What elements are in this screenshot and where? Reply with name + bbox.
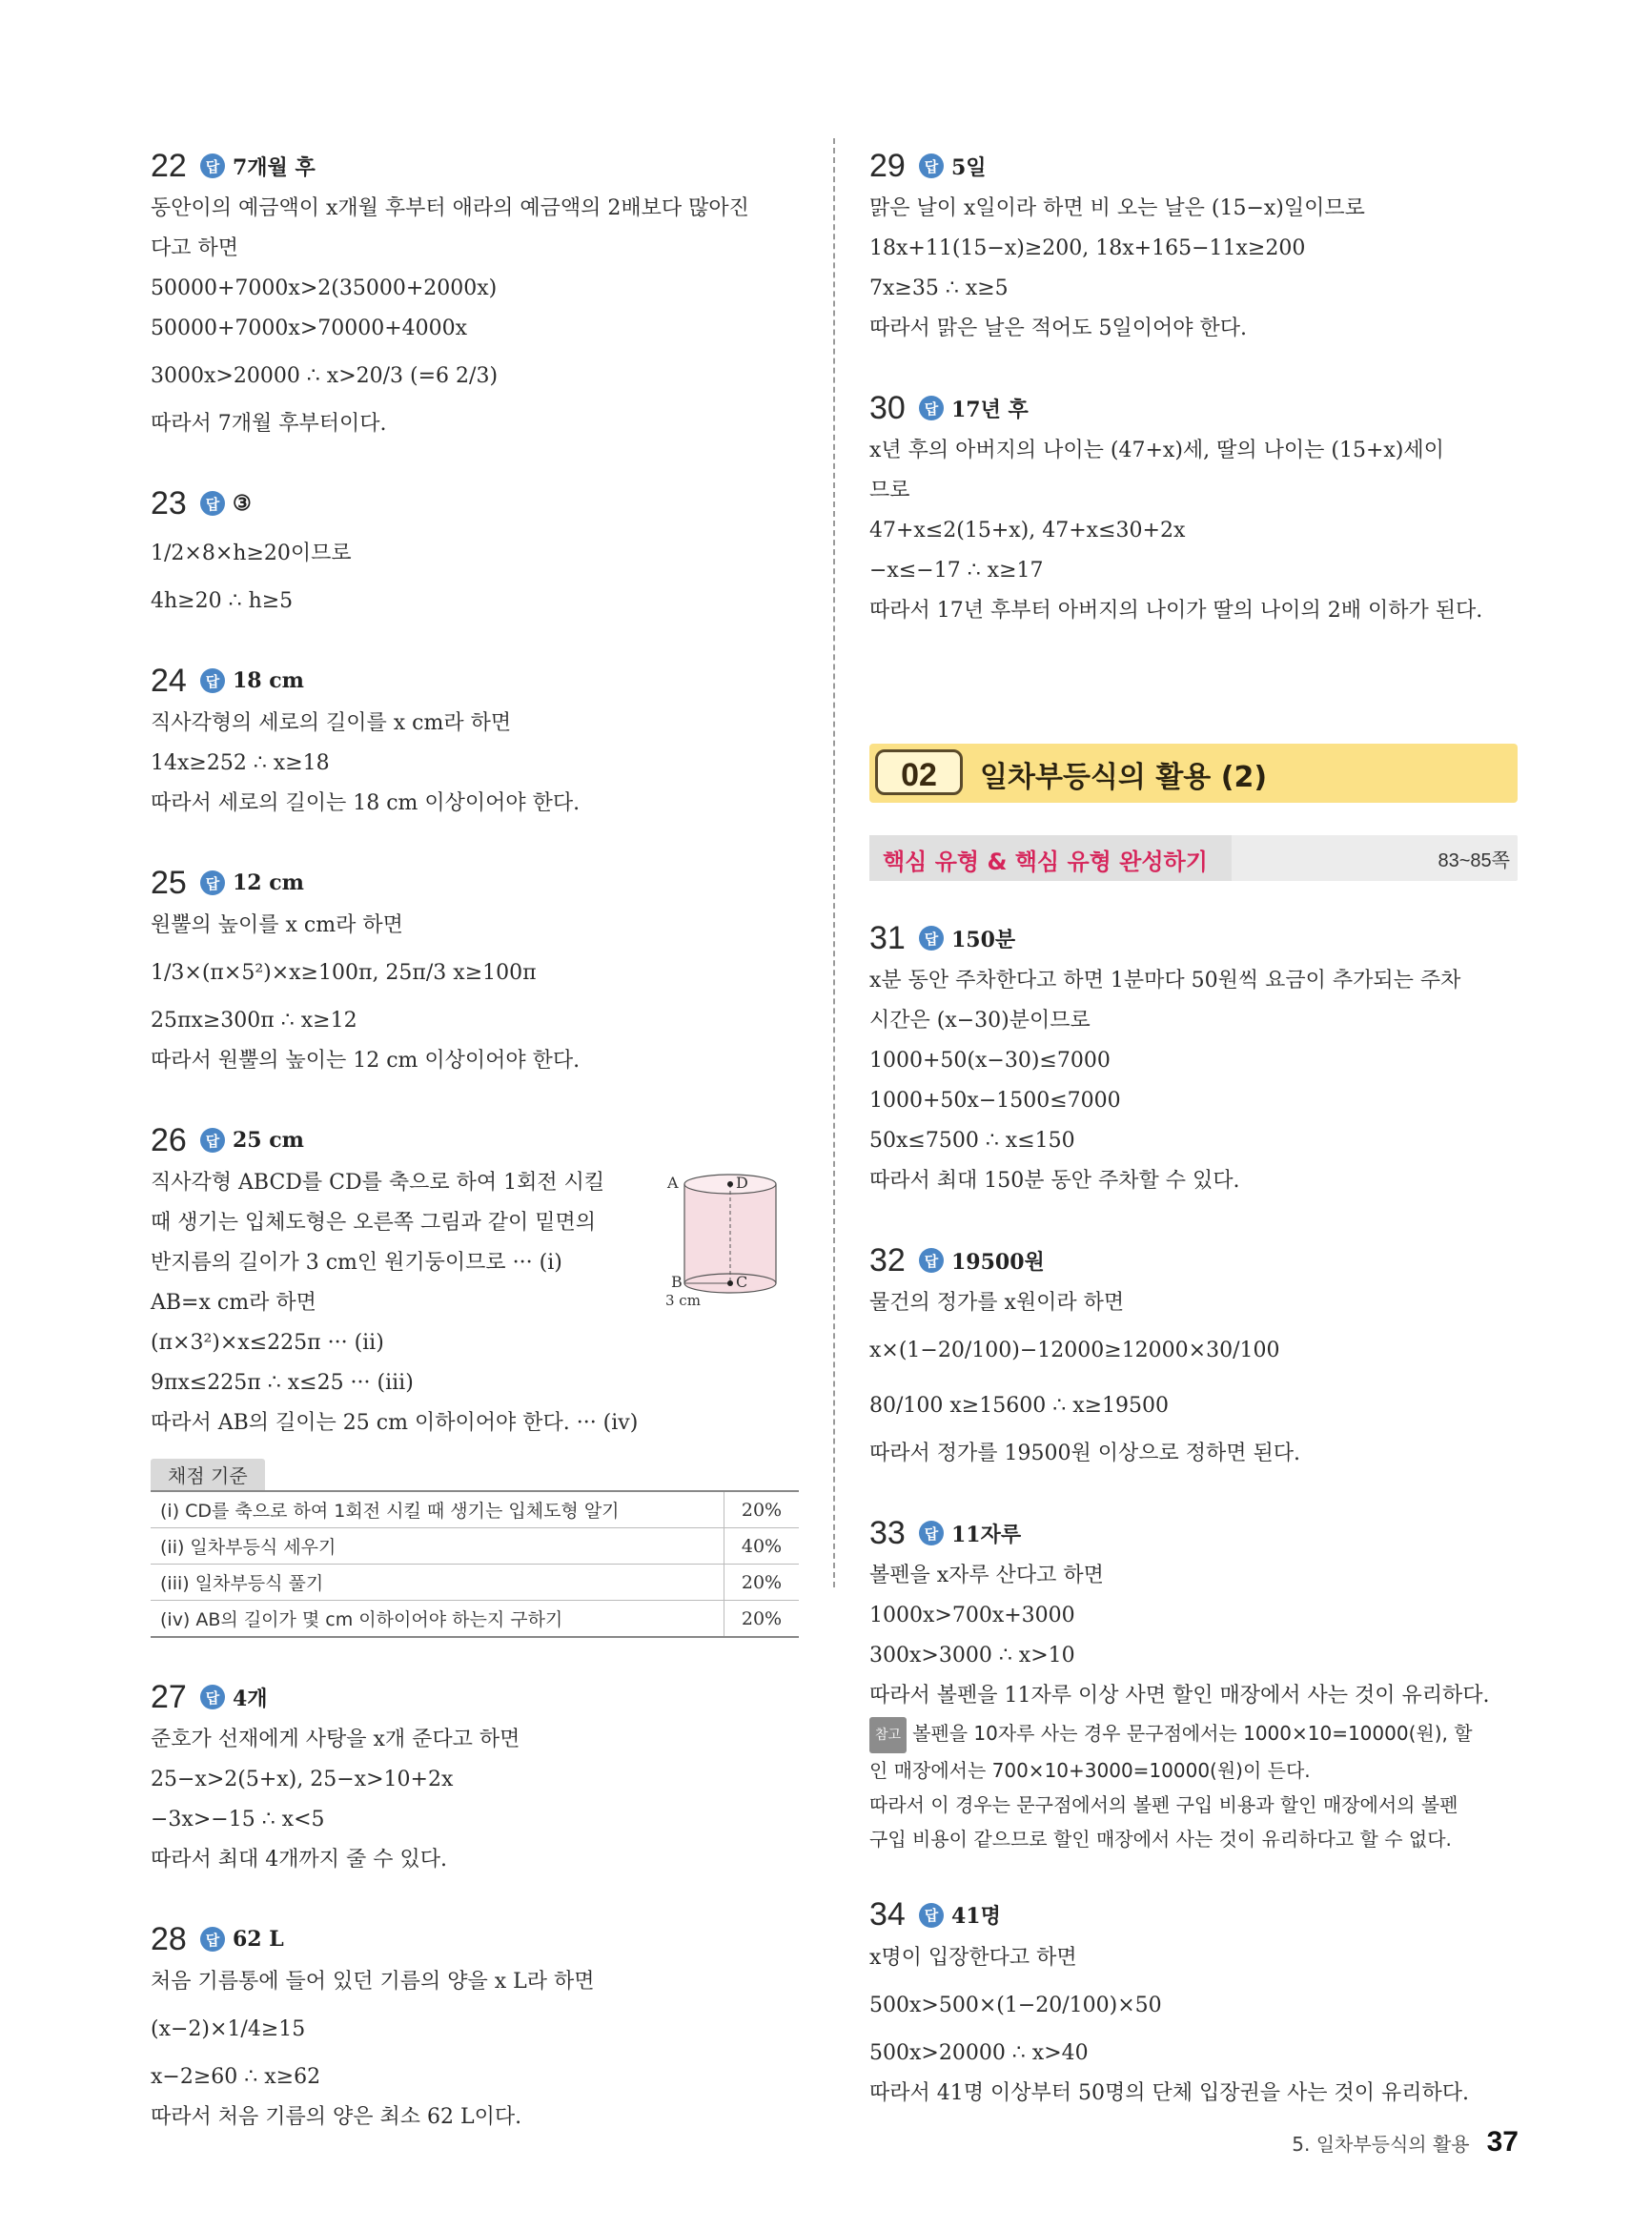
problem-27: [151, 1674, 799, 1880]
problem-number: 28: [151, 1920, 187, 1957]
figure-label-b: B: [671, 1273, 683, 1291]
solution-line: 따라서 17년 후부터 아버지의 나이가 딸의 나이의 2배 이하가 된다.: [869, 599, 1483, 623]
grading-table: [151, 1490, 799, 1638]
solution-line: 따라서 맑은 날은 적어도 5일이어야 한다.: [869, 317, 1247, 340]
solution-line: 25πx≥300π ∴ x≥12: [151, 1009, 357, 1033]
solution-line: 18x+11(15−x)≥200, 18x+165−11x≥200: [869, 236, 1306, 260]
solution-line: x명이 입장한다고 하면: [869, 1945, 1077, 1970]
problem-31: [869, 915, 1518, 1201]
answer-badge: 답: [200, 668, 225, 693]
problem-answer: 41명: [951, 1904, 1001, 1929]
solution-line: x−2≥60 ∴ x≥62: [151, 2065, 321, 2089]
page-footer: [1292, 2126, 1519, 2158]
problem-number: 30: [869, 389, 906, 426]
solution-line: 다고 하면: [151, 236, 239, 260]
problem-33: [869, 1510, 1518, 1856]
problem-26: [151, 1117, 799, 1638]
solution-line: 시간은 (x−30)분이므로: [869, 1009, 1091, 1033]
answer-badge: 답: [200, 1927, 225, 1952]
criterion: (i) CD를 축으로 하여 1회전 시킬 때 생기는 입체도형 알기: [151, 1491, 724, 1528]
problem-number: 25: [151, 864, 187, 901]
solution-line: 때 생기는 입체도형은 오른쪽 그림과 같이 밑면의: [151, 1211, 597, 1235]
problem-number: 31: [869, 919, 906, 956]
page-number: 37: [1486, 2126, 1519, 2158]
answer-badge: 답: [919, 1248, 944, 1273]
criterion: (iii) 일차부등식 풀기: [151, 1565, 724, 1601]
problem-number: 34: [869, 1896, 906, 1933]
solution-line: x×(1−20/100)−12000≥12000×30/100: [869, 1339, 1280, 1362]
problem-22: [151, 143, 799, 444]
problem-number: 29: [869, 147, 906, 184]
solution-line: x분 동안 주차한다고 하면 1분마다 50원씩 요금이 추가되는 주차: [869, 969, 1461, 992]
problem-answer: 4개: [233, 1686, 268, 1711]
solution-line: 직사각형의 세로의 길이를 x cm라 하면: [151, 711, 512, 735]
problem-answer: 5일: [951, 154, 987, 180]
solution-line: 따라서 최대 4개까지 줄 수 있다.: [151, 1848, 447, 1872]
solution-line: 50000+7000x>2(35000+2000x): [151, 276, 498, 300]
solution-line: 므로: [869, 479, 910, 502]
note-tag: 참고: [869, 1717, 907, 1753]
section-title: 일차부등식의 활용 (2): [980, 761, 1268, 794]
solution-line: 1000x>700x+3000: [869, 1604, 1075, 1627]
solution-line: 처음 기름통에 들어 있던 기름의 양을 x L라 하면: [151, 1970, 595, 1994]
problem-number: 26: [151, 1121, 187, 1158]
solution-line: 1/2×8×h≥20이므로: [151, 542, 352, 565]
figure-label-a: A: [667, 1174, 679, 1192]
chapter-title: 5. 일차부등식의 활용: [1292, 2133, 1470, 2156]
solution-line: 직사각형 ABCD를 CD를 축으로 하여 1회전 시킬: [151, 1171, 605, 1195]
solution-line: 14x≥252 ∴ x≥18: [151, 751, 330, 775]
criterion-score: 20%: [724, 1565, 800, 1601]
reference-note: [869, 1716, 1518, 1856]
solution-line: 3000x>20000 ∴ x>20/3 (=6 2/3): [151, 364, 499, 388]
solution-line: 동안이의 예금액이 x개월 후부터 애라의 예금액의 2배보다 많아진: [151, 196, 749, 220]
solution-line: 원뿔의 높이를 x cm라 하면: [151, 913, 403, 937]
problem-number: 23: [151, 484, 187, 522]
cylinder-figure: [665, 1167, 799, 1320]
answer-badge: 답: [919, 926, 944, 951]
answer-badge: 답: [919, 396, 944, 420]
problem-answer: ③: [233, 491, 252, 516]
table-row: [151, 1601, 799, 1638]
table-row: [151, 1565, 799, 1601]
answer-badge: 답: [919, 1521, 944, 1545]
note-line: 구입 비용이 같으므로 할인 매장에서 사는 것이 유리하다고 할 수 없다.: [869, 1827, 1452, 1851]
solution-line: 50x≤7500 ∴ x≤150: [869, 1129, 1075, 1153]
solution-line: 1000+50x−1500≤7000: [869, 1089, 1121, 1113]
subsection-bar: [869, 835, 1518, 881]
solution-line: x년 후의 아버지의 나이는 (47+x)세, 딸의 나이는 (15+x)세이: [869, 439, 1444, 462]
problem-number: 27: [151, 1678, 187, 1715]
problem-answer: 18 cm: [233, 668, 304, 693]
table-row: [151, 1491, 799, 1528]
solution-line: 반지름의 길이가 3 cm인 원기둥이므로 ··· (i): [151, 1251, 562, 1275]
problem-answer: 17년 후: [951, 397, 1029, 422]
criterion: (ii) 일차부등식 세우기: [151, 1528, 724, 1565]
problem-answer: 12 cm: [233, 870, 304, 895]
solution-line: 따라서 최대 150분 동안 주차할 수 있다.: [869, 1169, 1240, 1193]
answer-badge: 답: [200, 491, 225, 516]
solution-line: 맑은 날이 x일이라 하면 비 오는 날은 (15−x)일이므로: [869, 196, 1365, 220]
figure-label-d: D: [736, 1174, 748, 1192]
solution-line: 따라서 AB의 길이는 25 cm 이하이어야 한다. ··· (iv): [151, 1411, 639, 1435]
section-number: 02: [875, 749, 963, 795]
figure-label-c: C: [736, 1273, 748, 1291]
solution-line: −3x>−15 ∴ x<5: [151, 1808, 325, 1831]
column-divider: [833, 138, 835, 1587]
solution-line: 따라서 원뿔의 높이는 12 cm 이상이어야 한다.: [151, 1049, 581, 1073]
problem-28: [151, 1916, 799, 2138]
table-row: [151, 1528, 799, 1565]
answer-badge: 답: [200, 153, 225, 178]
problem-answer: 7개월 후: [233, 154, 316, 180]
solution-line: 따라서 볼펜을 11자루 이상 사면 할인 매장에서 사는 것이 유리하다.: [869, 1684, 1490, 1708]
problem-number: 33: [869, 1514, 906, 1551]
problem-30: [869, 385, 1518, 631]
solution-line: 1000+50(x−30)≤7000: [869, 1049, 1111, 1073]
solution-line: 25−x>2(5+x), 25−x>10+2x: [151, 1768, 454, 1791]
solution-line: 9πx≤225π ∴ x≤25 ··· (iii): [151, 1371, 414, 1395]
criterion-score: 40%: [724, 1528, 800, 1565]
note-line: 따라서 이 경우는 문구점에서의 볼펜 구입 비용과 할인 매장에서의 볼펜: [869, 1792, 1458, 1816]
solution-line: 300x>3000 ∴ x>10: [869, 1644, 1075, 1667]
solution-line: −x≤−17 ∴ x≥17: [869, 559, 1044, 583]
solution-line: 80/100 x≥15600 ∴ x≥19500: [869, 1394, 1170, 1418]
problem-number: 22: [151, 147, 187, 184]
solution-line: 따라서 세로의 길이는 18 cm 이상이어야 한다.: [151, 791, 581, 815]
problem-32: [869, 1238, 1518, 1474]
answer-badge: 답: [200, 1685, 225, 1709]
solution-line: 물건의 정가를 x원이라 하면: [869, 1291, 1125, 1315]
solution-line: 50000+7000x>70000+4000x: [151, 317, 468, 340]
solution-line: 따라서 41명 이상부터 50명의 단체 입장권을 사는 것이 유리하다.: [869, 2080, 1469, 2105]
problem-answer: 150분: [951, 927, 1016, 952]
solution-line: 1/3×(π×5²)×x≥100π, 25π/3 x≥100π: [151, 961, 537, 985]
left-column: [151, 143, 799, 2174]
answer-badge: 답: [919, 153, 944, 178]
criterion-score: 20%: [724, 1491, 800, 1528]
solution-line: 7x≥35 ∴ x≥5: [869, 276, 1009, 300]
problem-25: [151, 860, 799, 1081]
answer-badge: 답: [200, 870, 225, 895]
solution-line: 준호가 선재에게 사탕을 x개 준다고 하면: [151, 1728, 520, 1751]
grading-title: 채점 기준: [151, 1459, 265, 1490]
solution-line: 따라서 정가를 19500원 이상으로 정하면 된다.: [869, 1442, 1300, 1465]
solution-line: 따라서 7개월 후부터이다.: [151, 412, 387, 436]
problem-24: [151, 658, 799, 824]
problem-29: [869, 143, 1518, 349]
right-column-bottom: [869, 915, 1518, 2150]
solution-line: 따라서 처음 기름의 양은 최소 62 L이다.: [151, 2105, 522, 2129]
note-line: 인 매장에서는 700×10+3000=10000(원)이 든다.: [869, 1758, 1311, 1782]
figure-label-radius: 3 cm: [665, 1292, 701, 1309]
right-column-top: [869, 143, 1518, 667]
problem-34: [869, 1892, 1518, 2114]
solution-line: 볼펜을 x자루 산다고 하면: [869, 1564, 1104, 1587]
grading-criteria: [151, 1459, 799, 1638]
solution-line: AB=x cm라 하면: [151, 1291, 316, 1315]
problem-number: 24: [151, 662, 187, 699]
solution-line: 500x>20000 ∴ x>40: [869, 2040, 1089, 2065]
page-range: 83~85쪽: [1438, 850, 1510, 871]
problem-number: 32: [869, 1241, 906, 1279]
section-header: [869, 744, 1518, 803]
solution-line: 500x>500×(1−20/100)×50: [869, 1993, 1162, 2017]
criterion: (iv) AB의 길이가 몇 cm 이하이어야 하는지 구하기: [151, 1601, 724, 1638]
subsection-title: 핵심 유형 & 핵심 유형 완성하기: [883, 849, 1208, 875]
solution-line: 47+x≤2(15+x), 47+x≤30+2x: [869, 519, 1186, 542]
criterion-score: 20%: [724, 1601, 800, 1638]
solution-line: (π×3²)×x≤225π ··· (ii): [151, 1331, 384, 1355]
answer-badge: 답: [200, 1128, 225, 1153]
problem-answer: 25 cm: [233, 1128, 304, 1153]
answer-badge: 답: [919, 1903, 944, 1928]
solution-line: 4h≥20 ∴ h≥5: [151, 589, 294, 613]
problem-answer: 11자루: [951, 1522, 1022, 1547]
problem-answer: 62 L: [233, 1927, 284, 1952]
note-line: 볼펜을 10자루 사는 경우 문구점에서는 1000×10=10000(원), 할: [912, 1722, 1473, 1745]
problem-23: [151, 481, 799, 622]
solution-line: (x−2)×1/4≥15: [151, 2017, 306, 2041]
problem-answer: 19500원: [951, 1249, 1045, 1275]
